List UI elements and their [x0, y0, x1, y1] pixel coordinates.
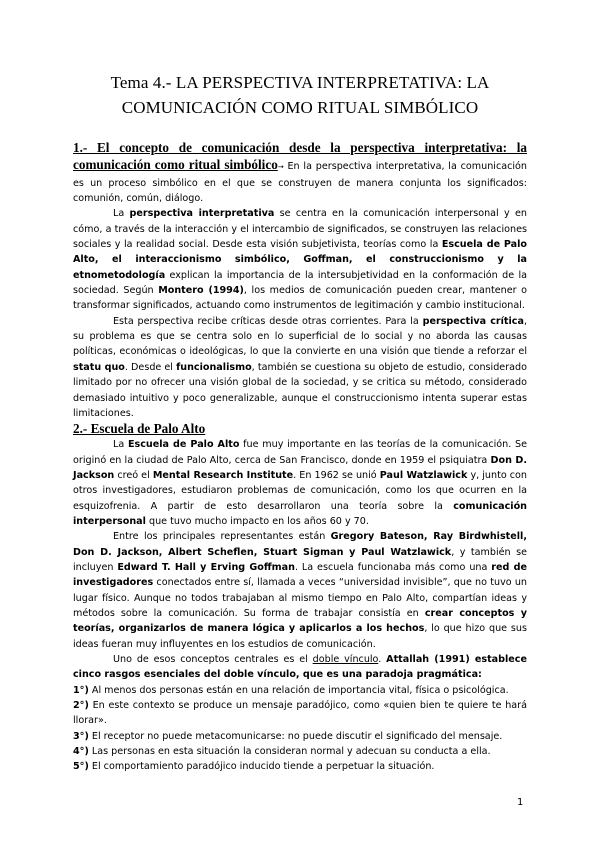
arrow-icon: →	[277, 163, 284, 172]
section-1-paragraph-1: En la perspectiva interpretativa, la comunicación es un proceso simbólico en el que se construyen de manera conjunta los significados: comunión, común, diálogo.	[73, 161, 527, 205]
section-2-paragraph-1: La Escuela de Palo Alto fue muy importante en las teorías de la comunicación. Se originó en la ciudad de Palo Alto, cerca de San Francisco, donde en 1959 el psiquiatra Don D. Jackson creó el Mental Research Institute. En 1962 se unió Paul Watzlawick y, junto con otros investigadores, estudiaron problemas de comunicación, como los que ocurren en la esquizofrenia. A partir de esto desarrollaron una teoría sobre la comunicación interpersonal que tuvo mucho impacto en los años 60 y 70.	[73, 439, 528, 527]
section-1-paragraph-3: Esta perspectiva recibe críticas desde otras corrientes. Para la perspectiva crítica, su problema es que se centra solo en lo superficial de lo social y no aborda las causas políticas, económicas o ideológicas, lo que la convierte en una visión que tiende a reforzar el statu quo. Desde el funcionalismo, también se cuestiona su objeto de estudio, considerado limitado por no ofrecer una visión global de la sociedad, y se critica su método, considerado demasiado intuitivo y poco generalizable, aunque el construccionismo intenta superar estas limitaciones.	[73, 315, 528, 419]
section-2-heading: 2.- Escuela de Palo Alto	[73, 421, 206, 437]
document-body	[73, 140, 527, 775]
section-2-paragraph-3: Uno de esos conceptos centrales es el doble vínculo. Attallah (1991) establece cinco rasgos esenciales del doble vínculo, que es una paradoja pragmática:	[73, 654, 527, 681]
section-1-heading: 1.- El concepto de comunicación desde la perspectiva interpretativa: la comunicación como ritual simbólico	[73, 140, 527, 173]
page-number: 1	[517, 797, 524, 808]
document-title	[60, 70, 540, 120]
section-1-paragraph-2: La perspectiva interpretativa se centra en la comunicación interpersonal y en cómo, a través de la interacción y el intercambio de significados, se construyen las relaciones sociales y la realidad social. Desde esta visión subjetivista, teorías como la Escuela de Palo Alto, el interaccionismo simbólico, Goffman, el construccionismo y la etnometodología explican la importancia de la intersubjetividad en la conformación de la sociedad. Según Montero (1994), los medios de comunicación pueden crear, mantener o transformar significados, actuando como instrumentos de legitimación y cambio institucional.	[73, 208, 528, 312]
list-item: 5°) El comportamiento paradójico inducido tiende a perpetuar la situación.	[73, 761, 435, 773]
doble-vinculo-term: doble vínculo	[312, 654, 379, 665]
list-item: 4°) Las personas en esta situación la consideran normal y adecuan su conducta a ella.	[73, 746, 491, 758]
list-item: 3°) El receptor no puede metacomunicarse: no puede discutir el significado del mensaje.	[73, 730, 503, 742]
list-item: 2°) En este contexto se produce un mensaje paradójico, como «quien bien te quiere te hará llorar».	[73, 700, 527, 727]
section-1-intro	[73, 140, 527, 206]
section-2-paragraph-2: Entre los principales representantes están Gregory Bateson, Ray Birdwhistell, Don D. Jackson, Albert Scheflen, Stuart Sigman y Paul Watzlawick, y también se incluyen Edward T. Hall y Erving Goffman. La escuela funcionaba más como una red de investigadores conectados entre sí, llamada a veces “universidad invisible”, que no tuvo un lugar físico. Aunque no todos trabajaban al mismo tiempo en Palo Alto, compartían ideas y métodos sobre la comunicación. Su forma de trabajar consistía en crear conceptos y teorías, organizarlos de manera lógica y aplicarlos a los hechos, lo que hizo que sus ideas fueran muy influyentes en los estudios de comunicación.	[73, 531, 527, 650]
title-line-1: Tema 4.- LA PERSPECTIVA INTERPRETATIVA: LA	[110, 73, 490, 92]
list-item: 1°) Al menos dos personas están en una relación de importancia vital, física o psicológica.	[73, 684, 509, 696]
title-line-2: COMUNICACIÓN COMO RITUAL SIMBÓLICO	[121, 98, 479, 117]
